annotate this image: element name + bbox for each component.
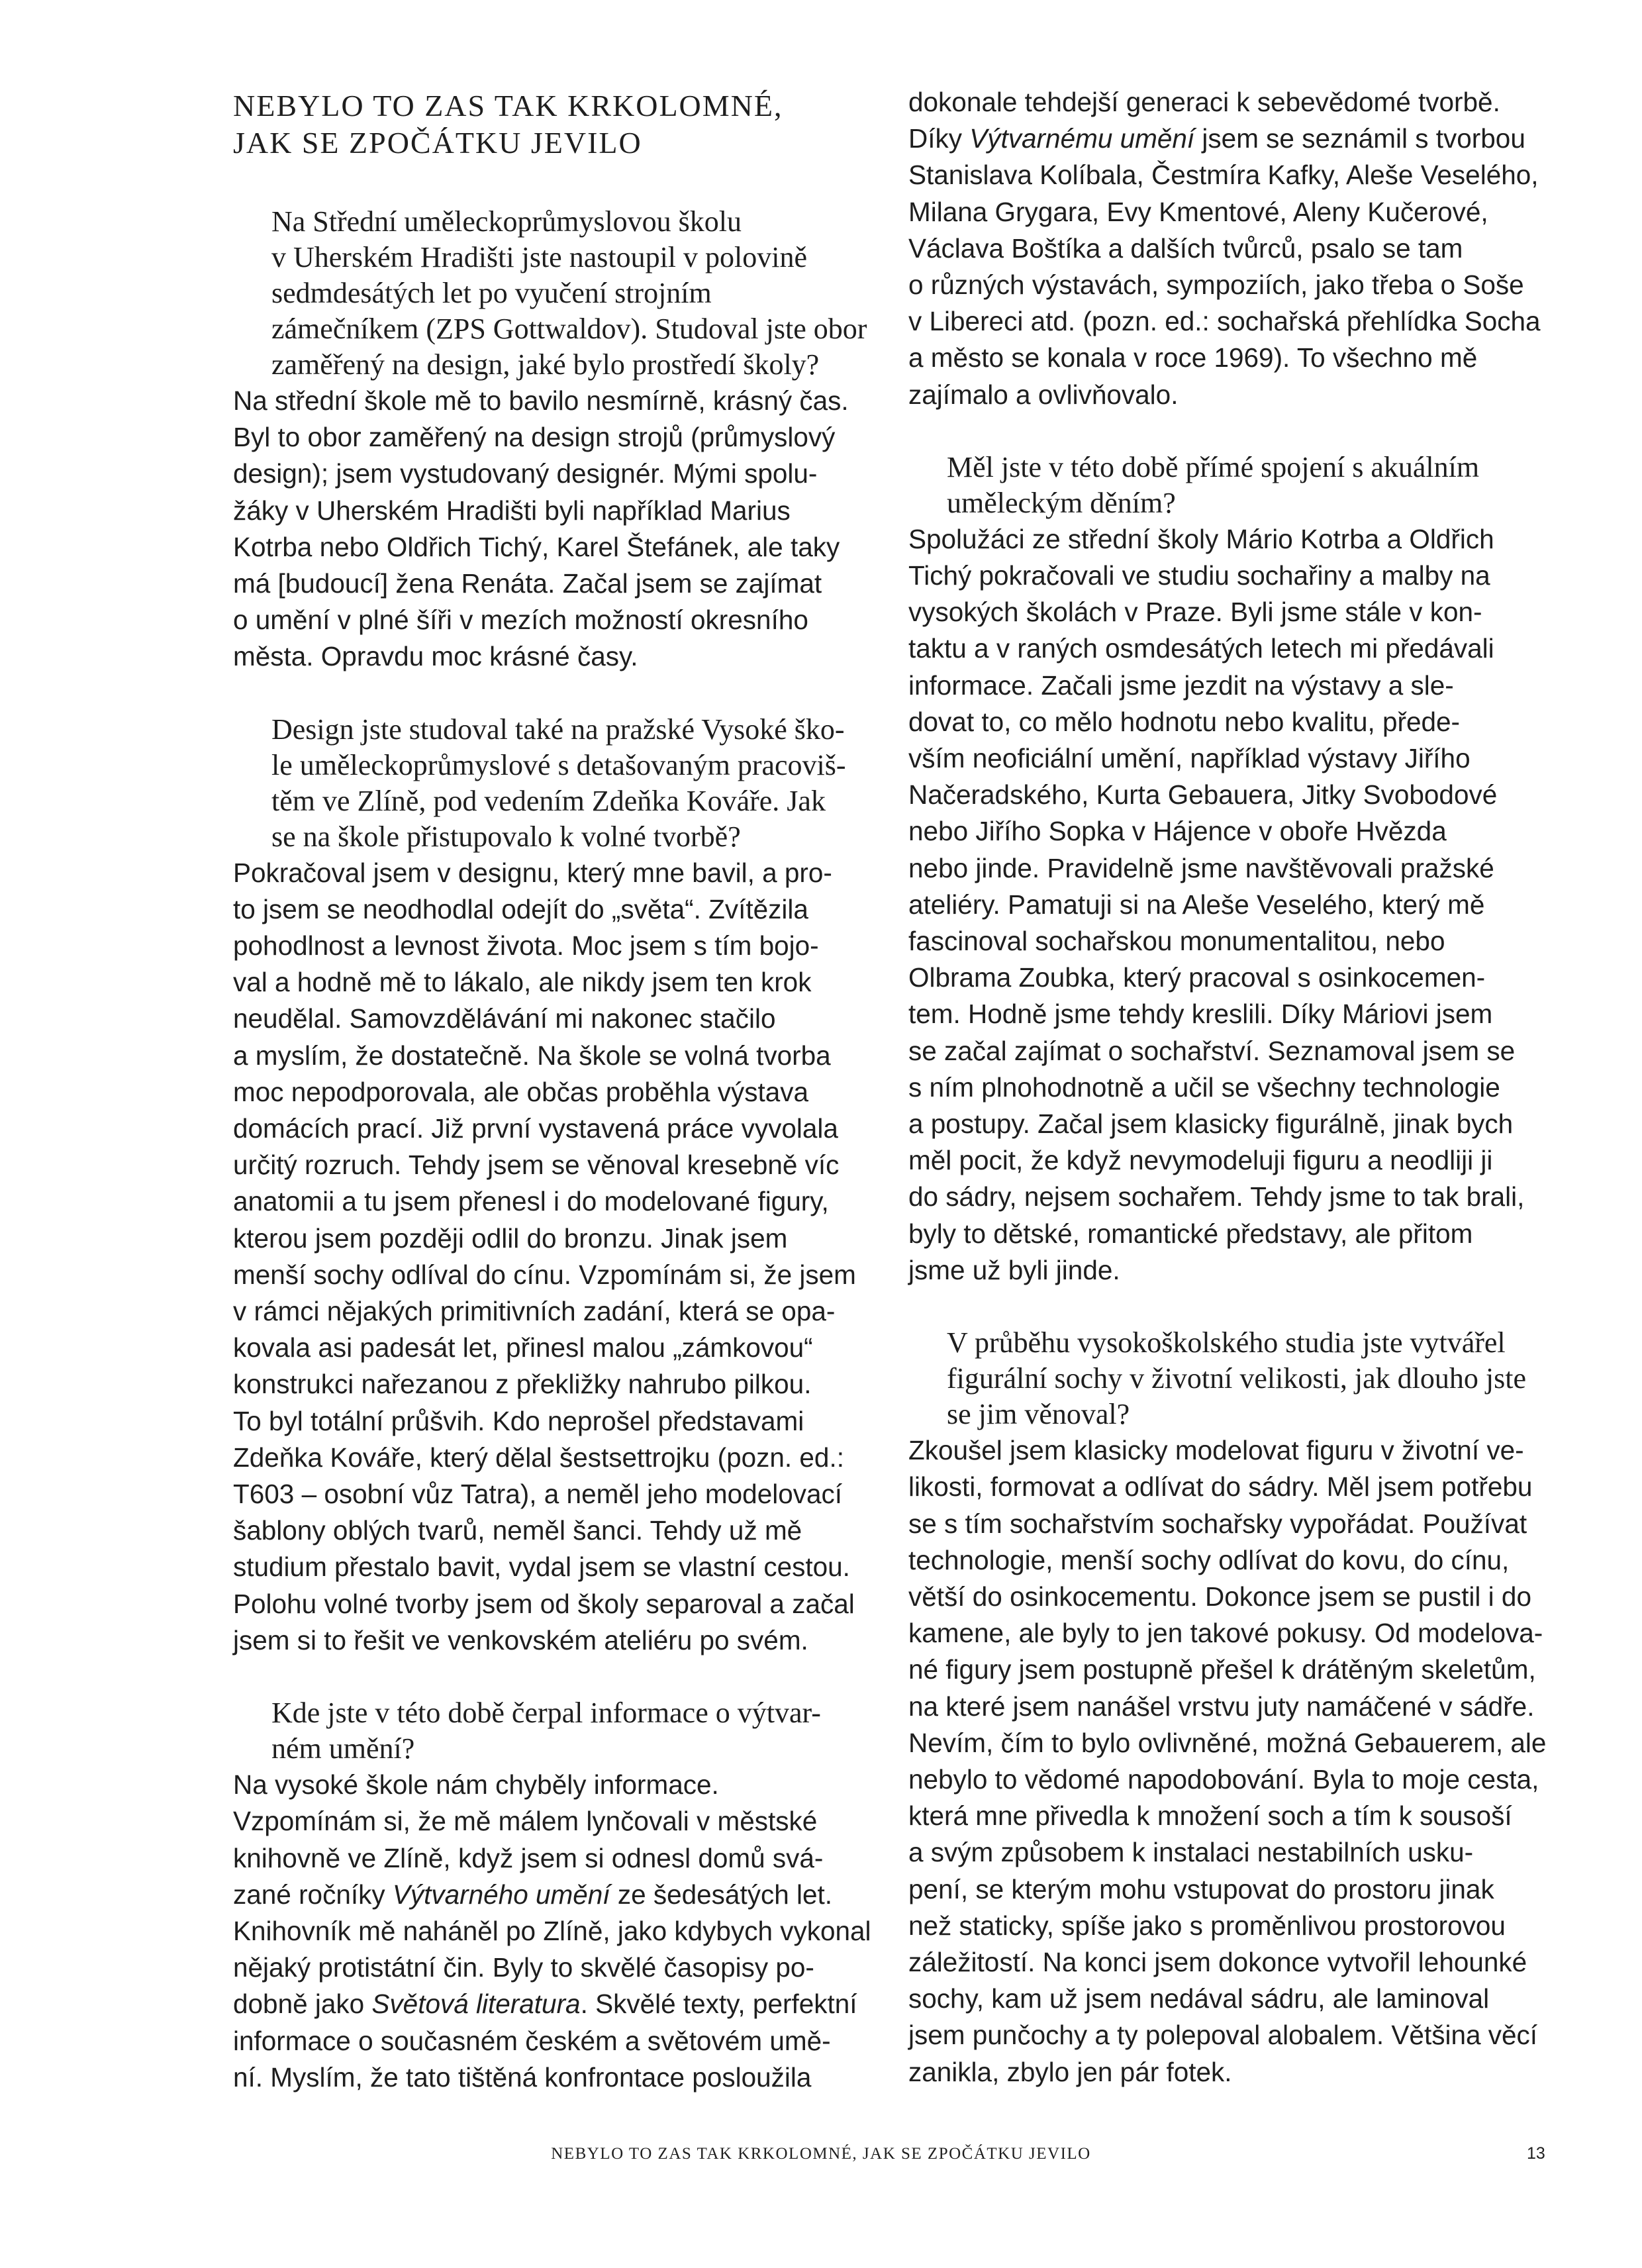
answer-line: nebylo to vědomé napodobování. Byla to moje cesta, (908, 1763, 1539, 1795)
answer-line: větší do osinkocementu. Dokonce jsem se pustil i do (908, 1581, 1531, 1612)
answer-line: se začal zajímat o sochařství. Seznamoval jsem se (908, 1035, 1516, 1066)
question-4 (908, 450, 1557, 521)
question-line: Design jste studoval také na pražské Vysoké ško- (271, 713, 845, 746)
answer-3-continued (908, 84, 1557, 413)
answer-line: do sádry, nejsem sochařem. Tehdy jsme to tak brali, (908, 1181, 1525, 1212)
answer-line: konstrukci nařezanou z překližky nahrubo pilkou. (233, 1369, 812, 1400)
question-line: těm ve Zlíně, pod vedením Zdeňka Kováře. Jak (271, 784, 826, 817)
answer-line: která mne přivedla k množení soch a tím k sousoší (908, 1800, 1512, 1832)
answer-line: val a hodně mě to lákalo, ale nikdy jsem ten krok (233, 967, 812, 998)
answer-line: Byl to obor zaměřený na design strojů (průmyslový (233, 422, 836, 453)
answer-line (233, 1877, 882, 1913)
answer-line: Zdeňka Kováře, který dělal šestsettrojku (pozn. ed.: (233, 1442, 844, 1473)
answer-line: žáky v Uherském Hradišti byli například Marius (233, 495, 791, 526)
answer-line: se s tím sochařstvím sochařsky vypořádat. Používat (908, 1508, 1527, 1539)
answer-line (908, 121, 1557, 157)
answer-line: To byl totální průšvih. Kdo neprošel představami (233, 1405, 804, 1436)
answer-line: kovala asi padesát let, přinesl malou „zámkovou“ (233, 1332, 813, 1363)
answer-line: neudělal. Samovzdělávání mi nakonec stačilo (233, 1003, 776, 1034)
answer-line: dokonale tehdejší generaci k sebevědomé tvorbě. (908, 87, 1500, 117)
answer-line: likosti, formovat a odlívat do sádry. Měl jsem potřebu (908, 1471, 1533, 1503)
question-1 (233, 204, 882, 383)
question-2 (233, 712, 882, 855)
magazine-title: Výtvarnému umění (969, 123, 1195, 154)
answer-line: informace o současném českém a světovém umě- (233, 2025, 831, 2056)
answer-line: Václava Boštíka a dalších tvůrců, psalo se tam (908, 232, 1463, 264)
answer-line: Na vysoké škole nám chyběly informace. (233, 1769, 719, 1800)
answer-line: studium přestalo bavit, vydal jsem se vlastní cestou. (233, 1552, 850, 1583)
answer-line: šablony oblých tvarů, neměl šanci. Tehdy už mě (233, 1515, 802, 1546)
answer-line: né figury jsem postupně přešel k drátěným skeletům, (908, 1654, 1536, 1685)
answer-line: design); jsem vystudovaný designér. Mými spolu- (233, 458, 818, 489)
answer-line: pení, se kterým mohu vstupovat do prostoru jinak (908, 1873, 1494, 1904)
answer-line: Spolužáci ze střední školy Mário Kotrba a Oldřich (908, 523, 1494, 554)
question-line: figurální sochy v životní velikosti, jak dlouho jste (947, 1362, 1526, 1395)
question-line: Na Střední uměleckoprůmyslovou školu (271, 205, 742, 238)
answer-line: zajímalo a ovlivňovalo. (908, 379, 1179, 410)
question-line: v Uherském Hradišti jste nastoupil v polovině (271, 241, 807, 273)
answer-line: záležitostí. Na konci jsem dokonce vytvořil lehounké (908, 1946, 1527, 1977)
answer-line: anatomii a tu jsem přenesl i do modelované figury, (233, 1186, 829, 1217)
question-line: ném umění? (271, 1732, 415, 1765)
text-run: . Skvělé texty, perfektní (580, 1989, 857, 2020)
answer-line: zanikla, zbylo jen pár fotek. (908, 2056, 1232, 2087)
answer-line: nějaký protistátní čin. Byly to skvělé časopisy po- (233, 1952, 814, 1983)
answer-line: Na střední škole mě to bavilo nesmírně, krásný čas. (233, 385, 849, 416)
answer-2 (233, 855, 882, 1659)
answer-line: než staticky, spíše jako s proměnlivou prostorovou (908, 1910, 1506, 1941)
answer-line: Zkoušel jsem klasicky modelovat figuru v životní ve- (908, 1435, 1524, 1466)
answer-5 (908, 1432, 1557, 2091)
answer-line: jsme už byli jinde. (908, 1254, 1120, 1285)
answer-line: určitý rozruch. Tehdy jsem se věnoval kresebně víc (233, 1150, 840, 1181)
answer-line: kterou jsem později odlil do bronzu. Jinak jsem (233, 1222, 788, 1254)
answer-line: knihovně ve Zlíně, když jsem si odnesl domů svá- (233, 1842, 824, 1873)
title-line: JAK SE ZPOČÁTKU JEVILO (233, 126, 642, 160)
question-5 (908, 1325, 1557, 1432)
answer-line: byly to dětské, romantické představy, ale přitom (908, 1218, 1473, 1249)
running-footer-title: NEBYLO TO ZAS TAK KRKOLOMNÉ, JAK SE ZPOČÁTKU JEVILO (551, 2145, 1091, 2163)
answer-line: města. Opravdu moc krásné časy. (233, 641, 638, 672)
answer-line: T603 – osobní vůz Tatra), a neměl jeho modelovací (233, 1479, 843, 1510)
left-column (233, 79, 882, 2096)
text-run: ze šedesátých let. (610, 1879, 832, 1910)
answer-line: v rámci nějakých primitivních zadání, která se opa- (233, 1296, 836, 1327)
answer-line: Pokračoval jsem v designu, který mne bavil, a pro- (233, 857, 832, 888)
question-line: zaměřený na design, jaké bylo prostředí školy? (271, 348, 820, 381)
answer-line: moc nepodporovala, ale občas proběhla výstava (233, 1076, 809, 1107)
text-run: jsem se seznámil s tvorbou (1194, 123, 1525, 154)
answer-line: Polohu volné tvorby jsem od školy separoval a začal (233, 1588, 855, 1619)
magazine-title: Výtvarného umění (392, 1879, 610, 1910)
page-number: 13 (1527, 2144, 1545, 2163)
answer-line: dovat to, co mělo hodnotu nebo kvalitu, přede- (908, 706, 1461, 737)
answer-line: s ním plnohodnotně a učil se všechny technologie (908, 1071, 1500, 1103)
answer-line: informace. Začali jsme jezdit na výstavy a sle- (908, 669, 1454, 701)
answer-line: Načeradského, Kurta Gebauera, Jitky Svobodové (908, 779, 1498, 811)
answer-line: domácích prací. Již první vystavená práce vyvolala (233, 1113, 838, 1144)
answer-line: a myslím, že dostatečně. Na škole se volná tvorba (233, 1040, 831, 1071)
answer-line: technologie, menší sochy odlívat do kovu, do cínu, (908, 1544, 1510, 1575)
answer-line: Olbrama Zoubka, který pracoval s osinkocemen- (908, 962, 1486, 993)
answer-line: na které jsem nanášel vrstvu juty namáčené v sádře. (908, 1691, 1535, 1722)
text-run: zané ročníky (233, 1879, 393, 1910)
question-line: se na škole přistupovalo k volné tvorbě? (271, 820, 741, 853)
question-line: sedmdesátých let po vyučení strojním (271, 277, 712, 309)
answer-4 (908, 521, 1557, 1289)
answer-line: taktu a v raných osmdesátých letech mi předávali (908, 633, 1494, 664)
answer-line: jsem punčochy a ty polepoval alobalem. Většina věcí (908, 2020, 1538, 2051)
question-line: Měl jste v této době přímé spojení s akuálním (947, 450, 1480, 483)
answer-line: Kotrba nebo Oldřich Tichý, Karel Štefánek, ale taky (233, 531, 840, 562)
answer-line: Milana Grygara, Evy Kmentové, Aleny Kučerové, (908, 196, 1488, 227)
answer-line: Stanislava Kolíbala, Čestmíra Kafky, Aleše Veselého, (908, 160, 1539, 191)
answer-line: ní. Myslím, že tato tištěná konfrontace posloužila (233, 2061, 812, 2093)
answer-line: měl pocit, že když nevymodeluji figuru a neodliji ji (908, 1145, 1493, 1176)
answer-line: nebo jinde. Pravidelně jsme navštěvovali pražské (908, 852, 1494, 883)
answer-1 (233, 383, 882, 675)
question-line: Kde jste v této době čerpal informace o výtvar- (271, 1697, 821, 1730)
answer-line: Knihovník mě naháněl po Zlíně, jako kdybych vykonal (233, 1915, 871, 1946)
answer-line: fascinoval sochařskou monumentalitou, nebo (908, 926, 1445, 957)
answer-line: a město se konala v roce 1969). To všechno mě (908, 342, 1478, 373)
answer-line: vysokých školách v Praze. Byli jsme stále v kon- (908, 597, 1482, 628)
answer-line: a svým způsobem k instalaci nestabilních usku- (908, 1837, 1474, 1868)
right-column (908, 84, 1557, 2091)
answer-line: kamene, ale byly to jen takové pokusy. Od modelova- (908, 1618, 1543, 1649)
answer-line: Nevím, čím to bylo ovlivněné, možná Gebauerem, ale (908, 1727, 1547, 1758)
answer-line: menší sochy odlíval do cínu. Vzpomínám si, že jsem (233, 1259, 856, 1290)
question-line: se jim věnoval? (947, 1398, 1130, 1431)
question-line: uměleckým děním? (947, 486, 1176, 519)
article-title (233, 87, 882, 162)
answer-line: v Libereci atd. (pozn. ed.: sochařská přehlídka Socha (908, 306, 1541, 337)
question-3 (233, 1695, 882, 1767)
question-line: V průběhu vysokoškolského studia jste vytvářel (947, 1326, 1506, 1359)
answer-line: Vzpomínám si, že mě málem lynčovali v městské (233, 1806, 818, 1837)
answer-line (233, 1986, 882, 2022)
answer-line: má [budoucí] žena Renáta. Začal jsem se zajímat (233, 568, 822, 599)
magazine-title: Světová literatura (371, 1989, 581, 2020)
answer-line: Tichý pokračovali ve studiu sochařiny a malby na (908, 560, 1490, 591)
answer-line: ateliéry. Pamatuji si na Aleše Veselého, který mě (908, 889, 1485, 920)
answer-line: pohodlnost a levnost života. Moc jsem s tím bojo- (233, 930, 819, 961)
answer-line: tem. Hodně jsme tehdy kreslili. Díky Máriovi jsem (908, 999, 1493, 1030)
answer-line: a postupy. Začal jsem klasicky figurálně, jinak bych (908, 1109, 1514, 1140)
text-run: dobně jako (233, 1989, 372, 2020)
answer-line: to jsem se neodhodlal odejít do „světa“. Zvítězila (233, 893, 808, 924)
question-line: zámečníkem (ZPS Gottwaldov). Studoval jste obor (271, 313, 867, 345)
answer-line: o různých výstavách, sympoziích, jako třeba o Soše (908, 270, 1524, 301)
answer-3 (233, 1767, 882, 2096)
question-line: le uměleckoprůmyslové s detašovaným pracoviš- (271, 748, 846, 781)
text-run: Díky (908, 123, 970, 154)
answer-line: sochy, kam už jsem nedával sádru, ale laminoval (908, 1983, 1490, 2014)
answer-line: nebo Jiřího Sopka v Hájence v oboře Hvězda (908, 816, 1447, 847)
title-line: NEBYLO TO ZAS TAK KRKOLOMNÉ, (233, 89, 783, 123)
answer-line: jsem si to řešit ve venkovském ateliéru po svém. (233, 1624, 808, 1655)
answer-line: o umění v plné šíři v mezích možností okresního (233, 605, 808, 636)
answer-line: vším neoficiální umění, například výstavy Jiřího (908, 743, 1471, 774)
